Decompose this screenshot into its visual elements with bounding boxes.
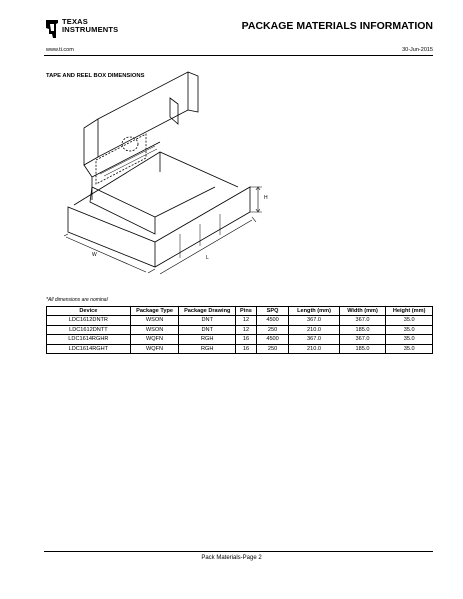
- cell-spq: 4500: [256, 316, 288, 325]
- column-header-width: Width (mm): [339, 307, 386, 316]
- footer-divider: [44, 551, 433, 552]
- dimension-label-h: H: [264, 195, 268, 201]
- cell-spq: 250: [256, 344, 288, 353]
- logo-wordmark: [62, 18, 118, 34]
- table-row: [47, 344, 433, 353]
- column-header-length: Length (mm): [289, 307, 340, 316]
- cell-width: 367.0: [339, 335, 386, 344]
- dimension-label-l: L: [206, 255, 209, 261]
- header-divider: [44, 55, 433, 56]
- cell-width: 185.0: [339, 344, 386, 353]
- site-url[interactable]: www.ti.com: [46, 47, 74, 53]
- column-header-package-drawing: Package Drawing: [179, 307, 236, 316]
- page-footer: Pack Materials-Page 2: [201, 555, 262, 561]
- cell-package-drawing: RGH: [179, 335, 236, 344]
- cell-device: LDC1612DNTT: [47, 325, 131, 334]
- cell-length: 210.0: [289, 344, 340, 353]
- cell-width: 367.0: [339, 316, 386, 325]
- cell-height: 35.0: [386, 344, 433, 353]
- cell-length: 367.0: [289, 335, 340, 344]
- cell-device: LDC1614RGHR: [47, 335, 131, 344]
- cell-package-drawing: DNT: [179, 325, 236, 334]
- cell-package-type: WSON: [130, 316, 179, 325]
- logo-wordmark-line1: TEXAS: [62, 17, 89, 26]
- cell-pins: 16: [236, 344, 257, 353]
- table-row: [47, 316, 433, 325]
- cell-device: LDC1614RGHT: [47, 344, 131, 353]
- table-row: [47, 335, 433, 344]
- cell-length: 210.0: [289, 325, 340, 334]
- cell-length: 367.0: [289, 316, 340, 325]
- cell-package-type: WQFN: [130, 335, 179, 344]
- cell-height: 35.0: [386, 316, 433, 325]
- dimensions-note: *All dimensions are nominal: [46, 297, 108, 303]
- section-title: TAPE AND REEL BOX DIMENSIONS: [46, 73, 145, 79]
- document-date: 30-Jun-2015: [402, 47, 433, 53]
- logo-wordmark-line2: INSTRUMENTS: [62, 25, 119, 34]
- page-title: PACKAGE MATERIALS INFORMATION: [241, 20, 433, 32]
- cell-pins: 12: [236, 316, 257, 325]
- cell-spq: 250: [256, 325, 288, 334]
- column-header-pins: Pins: [236, 307, 257, 316]
- cell-width: 185.0: [339, 325, 386, 334]
- cell-package-type: WQFN: [130, 344, 179, 353]
- box-dimensions-table: [46, 306, 433, 354]
- reel-box-drawing: [60, 62, 280, 282]
- column-header-spq: SPQ: [256, 307, 288, 316]
- cell-height: 35.0: [386, 335, 433, 344]
- cell-height: 35.0: [386, 325, 433, 334]
- cell-package-drawing: RGH: [179, 344, 236, 353]
- column-header-device: Device: [47, 307, 131, 316]
- cell-package-drawing: DNT: [179, 316, 236, 325]
- table-header-row: [47, 307, 433, 316]
- cell-pins: 16: [236, 335, 257, 344]
- dimension-label-w: W: [92, 252, 97, 258]
- cell-pins: 12: [236, 325, 257, 334]
- cell-spq: 4500: [256, 335, 288, 344]
- column-header-height: Height (mm): [386, 307, 433, 316]
- cell-package-type: WSON: [130, 325, 179, 334]
- table-row: [47, 325, 433, 334]
- cell-device: LDC1612DNTR: [47, 316, 131, 325]
- column-header-package-type: Package Type: [130, 307, 179, 316]
